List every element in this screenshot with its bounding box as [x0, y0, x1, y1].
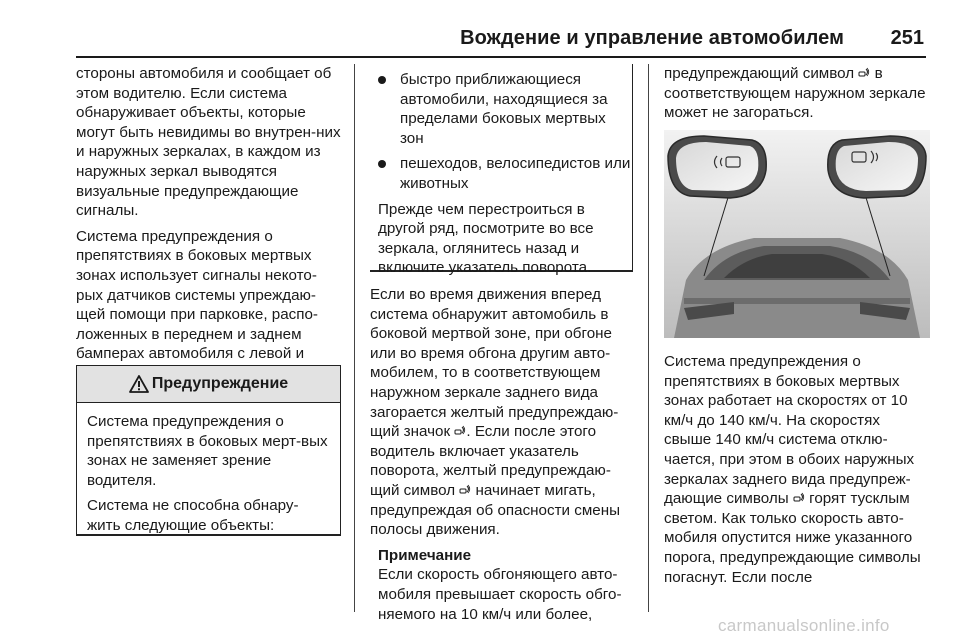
column-left — [76, 64, 341, 390]
bullet-note: Прежде чем перестроиться в другой ряд, посмотрите во все зеркала, оглянитесь назад и включите указатель поворота. — [378, 200, 594, 277]
text-run: начинает мигать, предупреждая об опасности смены полосы движения. — [370, 481, 621, 539]
list-item-text: быстро приближающиеся автомобили, находящиеся за пределами боковых мертвых зон — [400, 71, 608, 147]
bullet-dot-icon — [378, 76, 386, 84]
text-run: в соответствующем наружном зеркале может не загораться. — [664, 65, 926, 122]
warning-body — [77, 403, 340, 536]
list-item — [376, 70, 632, 148]
paragraph: Система не способна обнару-жить следующие объекты: — [87, 497, 299, 534]
paragraph — [370, 285, 634, 540]
column-divider — [648, 64, 649, 612]
side-blind-zone-symbol-icon — [454, 425, 466, 437]
page-title: Вождение и управление автомобилем — [460, 27, 844, 49]
side-blind-zone-symbol-icon — [858, 67, 870, 79]
note-title: Примечание — [378, 546, 472, 564]
text-run: Если во время движения вперед система обнаружит автомобиль в боковой мертвой зоне, при обгоне или во время обгона другим авто-мобилем, то в соответствующем наружном зеркале заднего вида загорается желтый предупреждаю-щий значок — [370, 286, 619, 441]
text-run: . Если после этого водитель включает указатель поворота, желтый предупреждаю-щий символ — [370, 423, 611, 499]
text-run: горят тусклым светом. Как только скорость авто-мобиля опустится ниже указанного порога, предупреждающие символы погаснут. Если после — [664, 490, 921, 586]
bullet-list — [370, 64, 632, 194]
text-run: Система предупреждения о препятствиях в боковых мертвых зонах работает на скоростях от 10 км/ч до 140 км/ч. На скоростях свыше 140 км/ч система отклю-чается, при этом в обоих наружных зеркалах заднего вида предупреж-дающие символы — [664, 353, 915, 508]
page-header — [76, 22, 926, 58]
list-item — [376, 154, 632, 193]
watermark: carmanualsonline.info — [718, 616, 890, 635]
paragraph: Система предупреждения о препятствиях в боковых мерт-вых зонах не заменяет зрение водителя. — [87, 413, 328, 489]
warning-header — [77, 366, 340, 403]
column-right-bottom — [664, 352, 930, 587]
mirrors-illustration — [664, 130, 930, 338]
list-item-text: пешеходов, велосипедистов или животных — [400, 155, 631, 192]
paragraph: Система предупреждения о препятствиях в боковых мертвых зонах использует сигналы некото-рых датчиков системы упреждаю-щей помощи при парковке, распо-ложенных в переднем и заднем бамперах автомобиля с левой и — [76, 227, 318, 363]
column-middle — [370, 285, 634, 624]
warning-triangle-icon — [129, 375, 149, 393]
column-right-top — [664, 64, 930, 123]
bullet-box — [370, 64, 633, 277]
side-blind-zone-symbol-icon — [459, 484, 471, 496]
side-blind-zone-symbol-icon — [793, 492, 805, 504]
warning-box — [76, 365, 341, 536]
warning-title: Предупреждение — [151, 375, 289, 392]
paragraph: стороны автомобиля и сообщает об этом водителю. Если система обнаруживает объекты, которые могут быть невидимы во внутрен-них и наружных зеркалах, в каждом из наружных зеркал выводятся визуальные предупреждающие сигналы. — [76, 65, 341, 220]
column-divider — [354, 64, 355, 612]
text-run: предупреждающий символ — [664, 65, 855, 82]
bullet-dot-icon — [378, 160, 386, 168]
page-number: 251 — [890, 27, 924, 49]
note-body: Если скорость обгоняющего авто-мобиля превышает скорость обго-няемого на 10 км/ч или более, — [378, 566, 622, 623]
